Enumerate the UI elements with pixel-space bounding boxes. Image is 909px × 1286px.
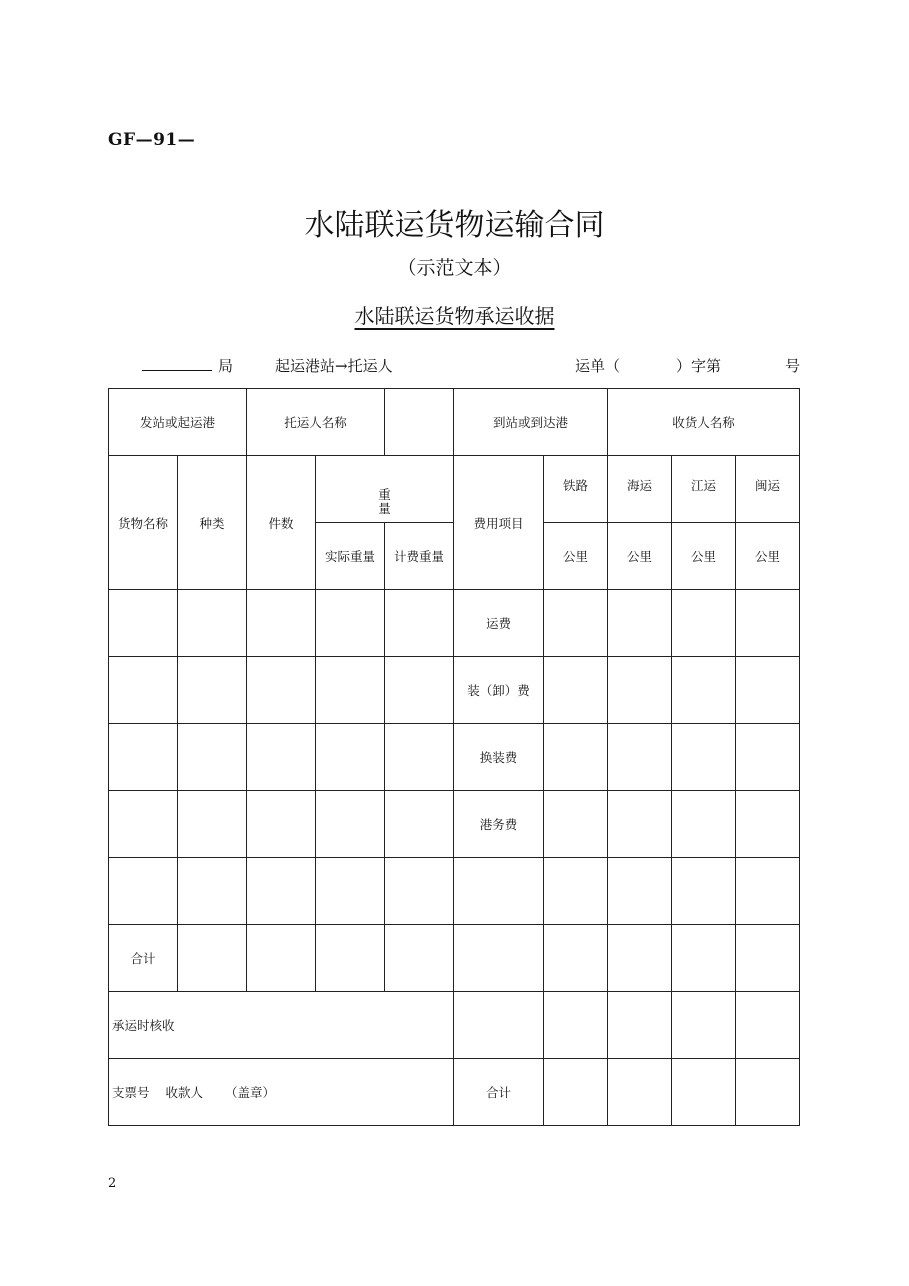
receipt-title-text: 水陆联运货物承运收据 <box>354 304 555 328</box>
sea-header: 海运 <box>608 456 672 523</box>
river-km-header: 公里 <box>672 523 736 590</box>
data-cell[interactable] <box>316 858 385 925</box>
data-cell[interactable] <box>672 858 736 925</box>
data-cell[interactable] <box>247 791 316 858</box>
route-label: 起运港站→托运人 <box>275 357 393 375</box>
railway-km-header: 公里 <box>544 523 608 590</box>
data-cell[interactable] <box>736 925 800 992</box>
fee-label-port-dues: 港务费 <box>454 791 544 858</box>
inland-km-header: 公里 <box>736 523 800 590</box>
data-cell[interactable] <box>385 724 454 791</box>
data-cell[interactable] <box>178 724 247 791</box>
data-cell[interactable] <box>672 992 736 1059</box>
table-row <box>109 657 800 724</box>
goods-name-header: 货物名称 <box>109 456 178 590</box>
inland-header: 闽运 <box>736 456 800 523</box>
bureau-label: 局 <box>218 357 234 375</box>
category-header: 种类 <box>178 456 247 590</box>
bureau-blank-line <box>142 370 212 371</box>
data-cell[interactable] <box>109 657 178 724</box>
data-cell[interactable] <box>608 791 672 858</box>
data-cell[interactable] <box>247 590 316 657</box>
table-row <box>109 456 800 523</box>
data-cell[interactable] <box>109 858 178 925</box>
fee-label-transshipment: 换装费 <box>454 724 544 791</box>
data-cell[interactable] <box>736 791 800 858</box>
weight-header-bottom: 量 <box>378 501 391 516</box>
data-cell[interactable] <box>385 791 454 858</box>
data-cell[interactable] <box>544 657 608 724</box>
table-row <box>109 791 800 858</box>
data-cell[interactable] <box>385 858 454 925</box>
data-cell[interactable] <box>109 590 178 657</box>
data-cell[interactable] <box>736 992 800 1059</box>
data-cell[interactable] <box>544 1059 608 1126</box>
data-cell[interactable] <box>178 590 247 657</box>
data-cell[interactable] <box>247 858 316 925</box>
data-cell[interactable] <box>608 1059 672 1126</box>
data-cell[interactable] <box>178 791 247 858</box>
weight-header <box>316 456 454 523</box>
origin-header: 发站或起运港 <box>109 389 247 456</box>
data-cell[interactable] <box>454 925 544 992</box>
data-cell[interactable] <box>672 925 736 992</box>
actual-weight-header: 实际重量 <box>316 523 385 590</box>
document-title: 水陆联运货物运输合同 <box>304 208 605 243</box>
receipt-table <box>108 388 800 1126</box>
data-cell[interactable] <box>247 925 316 992</box>
data-cell[interactable] <box>178 925 247 992</box>
weight-header-top: 重 <box>378 487 391 502</box>
data-cell[interactable] <box>736 590 800 657</box>
data-cell[interactable] <box>316 657 385 724</box>
consignee-header: 收货人名称 <box>608 389 800 456</box>
data-cell[interactable] <box>544 724 608 791</box>
data-cell[interactable] <box>736 1059 800 1126</box>
data-cell[interactable] <box>736 858 800 925</box>
total-row-label: 合计 <box>109 925 178 992</box>
data-cell[interactable] <box>672 791 736 858</box>
data-cell[interactable] <box>178 657 247 724</box>
data-cell[interactable] <box>544 590 608 657</box>
seal-label: （盖章） <box>225 1085 276 1100</box>
payee-label: 收款人 <box>165 1085 204 1100</box>
document-subtitle: （示范文本） <box>397 257 512 279</box>
data-cell[interactable] <box>672 1059 736 1126</box>
waybill-label: 运单（ <box>575 357 621 375</box>
data-cell[interactable] <box>454 992 544 1059</box>
data-cell[interactable] <box>316 791 385 858</box>
data-cell[interactable] <box>544 992 608 1059</box>
data-cell[interactable] <box>736 724 800 791</box>
grand-total-label: 合计 <box>454 1059 544 1126</box>
shipper-header: 托运人名称 <box>247 389 385 456</box>
data-cell[interactable] <box>544 791 608 858</box>
pieces-header: 件数 <box>247 456 316 590</box>
railway-header: 铁路 <box>544 456 608 523</box>
data-cell[interactable] <box>672 724 736 791</box>
fee-label-blank[interactable] <box>454 858 544 925</box>
data-cell[interactable] <box>247 657 316 724</box>
payment-info-cell <box>109 1059 454 1126</box>
table-row <box>109 724 800 791</box>
data-cell[interactable] <box>608 657 672 724</box>
data-cell[interactable] <box>385 657 454 724</box>
fee-label-freight: 运费 <box>454 590 544 657</box>
data-cell[interactable] <box>178 858 247 925</box>
table-row <box>109 590 800 657</box>
fee-item-header: 费用项目 <box>454 456 544 590</box>
data-cell[interactable] <box>385 925 454 992</box>
data-cell[interactable] <box>672 590 736 657</box>
cheque-number-label: 支票号 <box>112 1085 150 1100</box>
data-cell[interactable] <box>316 925 385 992</box>
data-cell[interactable] <box>608 992 672 1059</box>
data-cell[interactable] <box>109 791 178 858</box>
data-cell[interactable] <box>544 858 608 925</box>
sea-km-header: 公里 <box>608 523 672 590</box>
data-cell[interactable] <box>736 657 800 724</box>
page-number: 2 <box>108 1176 117 1191</box>
data-cell[interactable] <box>316 590 385 657</box>
data-cell[interactable] <box>247 724 316 791</box>
table-row <box>109 992 800 1059</box>
table-row <box>109 858 800 925</box>
hao-label: 号 <box>785 357 801 375</box>
river-header: 江运 <box>672 456 736 523</box>
fee-label-loading: 装（卸）费 <box>454 657 544 724</box>
table-row <box>109 1059 800 1126</box>
data-cell[interactable] <box>672 657 736 724</box>
data-cell[interactable] <box>544 925 608 992</box>
verify-on-acceptance-label: 承运时核收 <box>109 992 454 1059</box>
zi-di-label: ）字第 <box>676 357 722 375</box>
data-cell[interactable] <box>608 858 672 925</box>
table-row <box>109 925 800 992</box>
data-cell[interactable] <box>608 724 672 791</box>
data-cell[interactable] <box>385 590 454 657</box>
receipt-title <box>0 300 909 329</box>
blank-header-cell[interactable] <box>385 389 454 456</box>
destination-header: 到站或到达港 <box>454 389 608 456</box>
document-code: GF—91— <box>108 130 196 150</box>
data-cell[interactable] <box>608 590 672 657</box>
data-cell[interactable] <box>109 724 178 791</box>
table-row <box>109 389 800 456</box>
data-cell[interactable] <box>608 925 672 992</box>
data-cell[interactable] <box>316 724 385 791</box>
billing-weight-header: 计费重量 <box>385 523 454 590</box>
